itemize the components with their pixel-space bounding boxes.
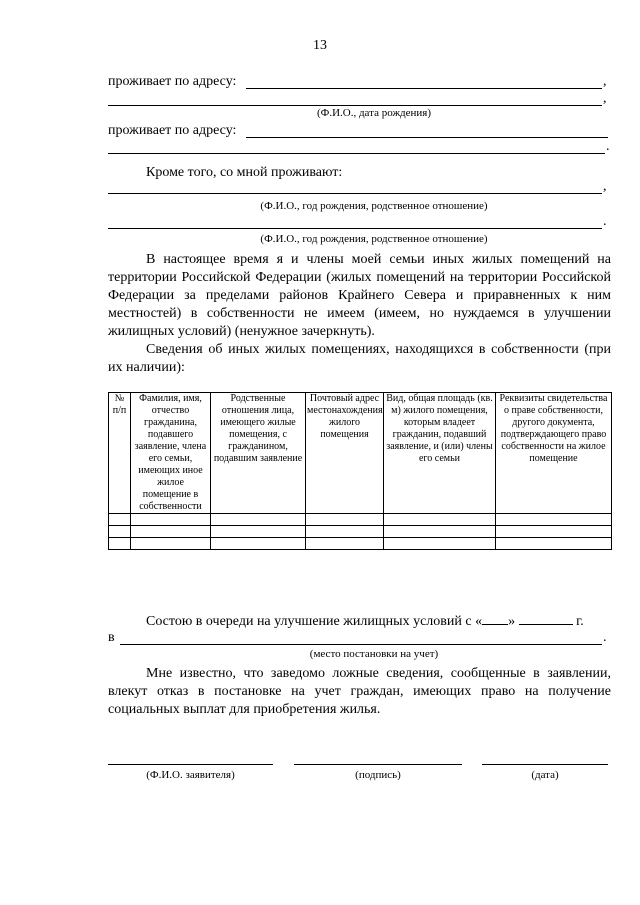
table-row <box>109 538 612 550</box>
table-cell[interactable] <box>109 514 131 526</box>
table-cell[interactable] <box>384 526 496 538</box>
table-cell[interactable] <box>131 514 211 526</box>
table-cell[interactable] <box>131 526 211 538</box>
line-end-comma-3: , <box>603 179 607 194</box>
table-cell[interactable] <box>496 514 612 526</box>
col-header-address: Почтовый адрес местонахождения жилого помещения <box>306 393 384 514</box>
table-intro-paragraph: Сведения об иных жилых помещениях, находящихся в собственности (при их наличии): <box>108 342 611 375</box>
table-cell[interactable] <box>496 526 612 538</box>
caption-name-birth: (Ф.И.О., дата рождения) <box>316 107 432 119</box>
address-line-1 <box>246 88 602 89</box>
statement-paragraph: В настоящее время я и члены моей семьи иных жилых помещений на территории Российской Федерации (жилых помещений на территории Российской Федерации за пределами районов Крайнего Севера и приравненных к ним местностей) в собственности не имеем (имеем, но нуждаемся в улучшении жилищных условий) (ненужное зачеркнуть). <box>108 252 611 339</box>
address-line-1b <box>108 105 602 106</box>
also-living-line-2 <box>108 228 602 229</box>
queue-caption: (место постановки на учет) <box>309 648 439 660</box>
table-cell[interactable] <box>211 526 306 538</box>
caption-relatives-1: (Ф.И.О., год рождения, родственное отношение) <box>260 200 488 212</box>
col-header-area: Вид, общая площадь (кв. м) жилого помещения, которым владеет гражданин, подавший заявление, и (или) члены его семьи <box>384 393 496 514</box>
resides-label-1: проживает по адресу: <box>108 74 237 89</box>
queue-year-field[interactable] <box>519 612 573 625</box>
table-cell[interactable] <box>211 514 306 526</box>
table-row <box>109 526 612 538</box>
caption-relatives-2: (Ф.И.О., год рождения, родственное отношение) <box>260 233 488 245</box>
also-living-label: Кроме того, со мной проживают: <box>146 165 343 180</box>
table-cell[interactable] <box>306 514 384 526</box>
table-cell[interactable] <box>109 526 131 538</box>
line-end-comma-1: , <box>603 74 607 89</box>
queue-line-end: . <box>603 630 607 645</box>
resides-label-2: проживает по адресу: <box>108 123 237 138</box>
awareness-paragraph: Мне известно, что заведомо ложные сведения, сообщенные в заявлении, влекут отказ в постановке на учет граждан, имеющих право на получение социальных выплат для приобретения жилья. <box>108 666 611 717</box>
address-line-2 <box>246 137 608 138</box>
queue-line-prefix: в <box>108 630 115 645</box>
queue-suffix: г. <box>576 614 584 629</box>
col-header-relation: Родственные отношения лица, имеющего жилые помещения, с гражданином, подавшим заявление <box>211 393 306 514</box>
table-cell[interactable] <box>131 538 211 550</box>
table-header-row <box>109 393 612 514</box>
date-line[interactable] <box>482 764 608 765</box>
table-cell[interactable] <box>306 538 384 550</box>
line-end-period-1: . <box>606 139 610 154</box>
queue-day-field[interactable] <box>482 612 508 625</box>
address-line-2b <box>108 153 605 154</box>
table-cell[interactable] <box>384 538 496 550</box>
applicant-caption: (Ф.И.О. заявителя) <box>146 769 235 781</box>
queue-mid: » <box>508 614 516 629</box>
line-end-comma-2: , <box>603 91 607 106</box>
table-cell[interactable] <box>109 538 131 550</box>
property-table <box>108 392 612 550</box>
also-living-line-1 <box>108 193 602 194</box>
table-cell[interactable] <box>306 526 384 538</box>
line-end-period-2: . <box>603 214 607 229</box>
signature-line[interactable] <box>294 764 462 765</box>
col-header-number: № п/п <box>109 393 131 514</box>
table-cell[interactable] <box>496 538 612 550</box>
page-number: 13 <box>313 38 327 53</box>
date-caption: (дата) <box>531 769 559 781</box>
queue-place-line[interactable] <box>120 644 602 645</box>
queue-text <box>146 612 584 630</box>
signature-caption: (подпись) <box>355 769 401 781</box>
table-cell[interactable] <box>211 538 306 550</box>
table-row <box>109 514 612 526</box>
col-header-full-name: Фамилия, имя, отчество гражданина, подавшего заявление, члена его семьи, имеющих иное жилое помещение в собственности <box>131 393 211 514</box>
col-header-certificate: Реквизиты свидетельства о праве собственности, другого документа, подтверждающего право собственности на жилое помещение <box>496 393 612 514</box>
applicant-name-line[interactable] <box>108 764 273 765</box>
table-cell[interactable] <box>384 514 496 526</box>
queue-prefix: Состою в очереди на улучшение жилищных условий с « <box>146 614 483 629</box>
